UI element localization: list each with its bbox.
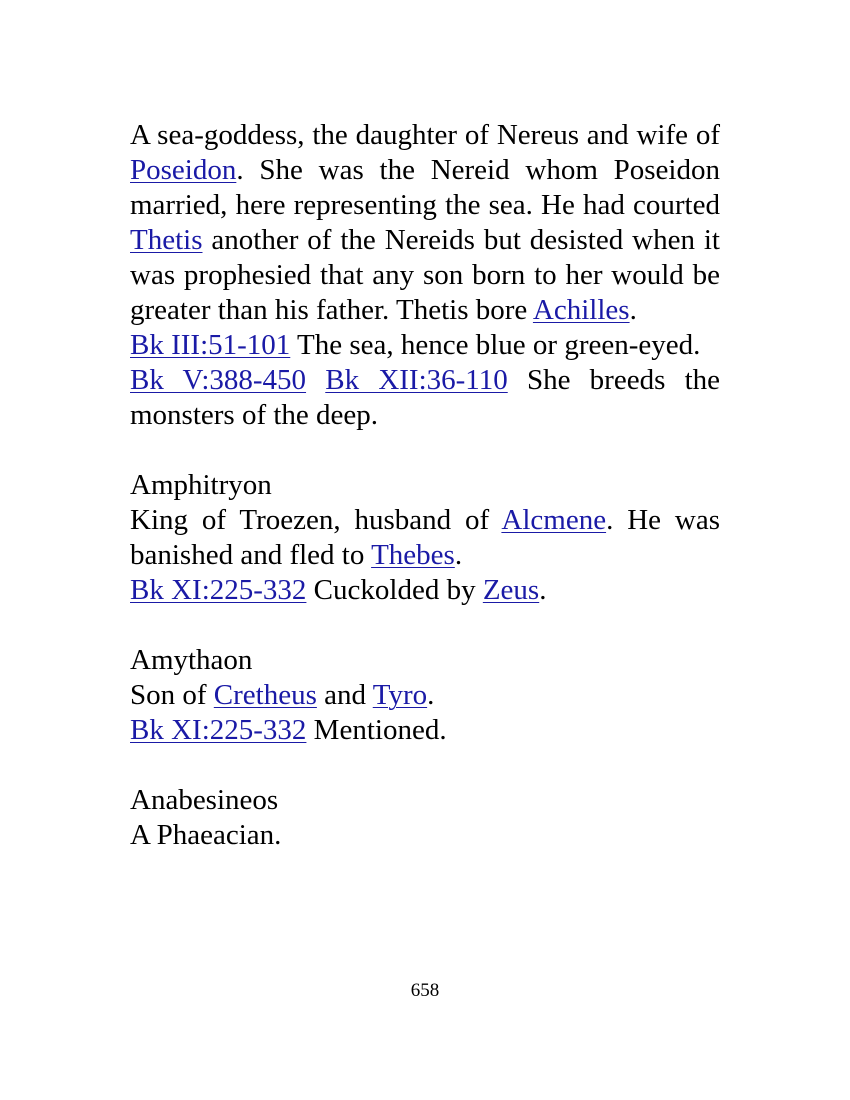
entry-amythaon-ref-1 xyxy=(130,713,720,748)
text-span: and xyxy=(316,679,373,711)
entry-anabesineos-description: A Phaeacian. xyxy=(130,819,282,851)
text-span: . He was banished and fled to xyxy=(130,504,720,571)
link-zeus[interactable]: Zeus xyxy=(482,574,540,606)
entry-amythaon-heading: Amythaon xyxy=(130,644,253,676)
text-span: A sea-goddess, the daughter of Nereus and wife of xyxy=(130,119,720,151)
link-bk-xi-225-332[interactable]: Bk XI:225-332 xyxy=(130,574,307,606)
link-thebes[interactable]: Thebes xyxy=(371,539,455,571)
entry-spacer xyxy=(130,433,720,468)
link-poseidon[interactable]: Poseidon xyxy=(130,154,237,186)
entry-amphitryon-ref-1 xyxy=(130,573,720,608)
text-span: She breeds the monsters of the deep. xyxy=(130,364,720,431)
entry-spacer xyxy=(130,748,720,783)
link-bk-iii-51-101[interactable]: Bk III:51-101 xyxy=(130,329,291,361)
link-achilles[interactable]: Achilles xyxy=(532,294,630,326)
text-span: . xyxy=(427,679,435,711)
entry-amphitrite-description xyxy=(130,118,720,328)
text-span: . She was the Nereid whom Poseidon married, here representing the sea. He had courted xyxy=(130,154,720,221)
text-span: King of Troezen, husband of xyxy=(130,504,502,536)
text-span: . xyxy=(539,574,547,606)
link-bk-xii-36-110[interactable]: Bk XII:36-110 xyxy=(325,364,508,396)
text-span: another of the Nereids but desisted when it was prophesied that any son born to her would be greater than his father. Thetis bore xyxy=(130,224,720,326)
link-thetis[interactable]: Thetis xyxy=(130,224,203,256)
link-cretheus[interactable]: Cretheus xyxy=(213,679,317,711)
link-tyro[interactable]: Tyro xyxy=(372,679,428,711)
entry-amphitryon-heading: Amphitryon xyxy=(130,469,272,501)
entry-amphitrite-ref-1 xyxy=(130,328,720,363)
text-span: Son of xyxy=(130,679,214,711)
page-content xyxy=(130,118,720,853)
link-bk-v-388-450[interactable]: Bk V:388-450 xyxy=(130,364,307,396)
entry-amphitrite-ref-2 xyxy=(130,363,720,433)
entry-amythaon-description xyxy=(130,678,720,713)
text-span xyxy=(306,364,325,396)
entry-spacer xyxy=(130,608,720,643)
link-alcmene[interactable]: Alcmene xyxy=(501,504,607,536)
page-number: 658 xyxy=(410,980,440,1001)
text-span: . xyxy=(629,294,637,326)
entry-amphitryon-description xyxy=(130,503,720,573)
text-span: The sea, hence blue or green-eyed. xyxy=(290,329,701,361)
entry-anabesineos-heading: Anabesineos xyxy=(130,784,279,816)
text-span: Cuckolded by xyxy=(306,574,483,606)
text-span: Mentioned. xyxy=(306,714,447,746)
link-bk-xi-225-332[interactable]: Bk XI:225-332 xyxy=(130,714,307,746)
text-span: . xyxy=(454,539,463,571)
